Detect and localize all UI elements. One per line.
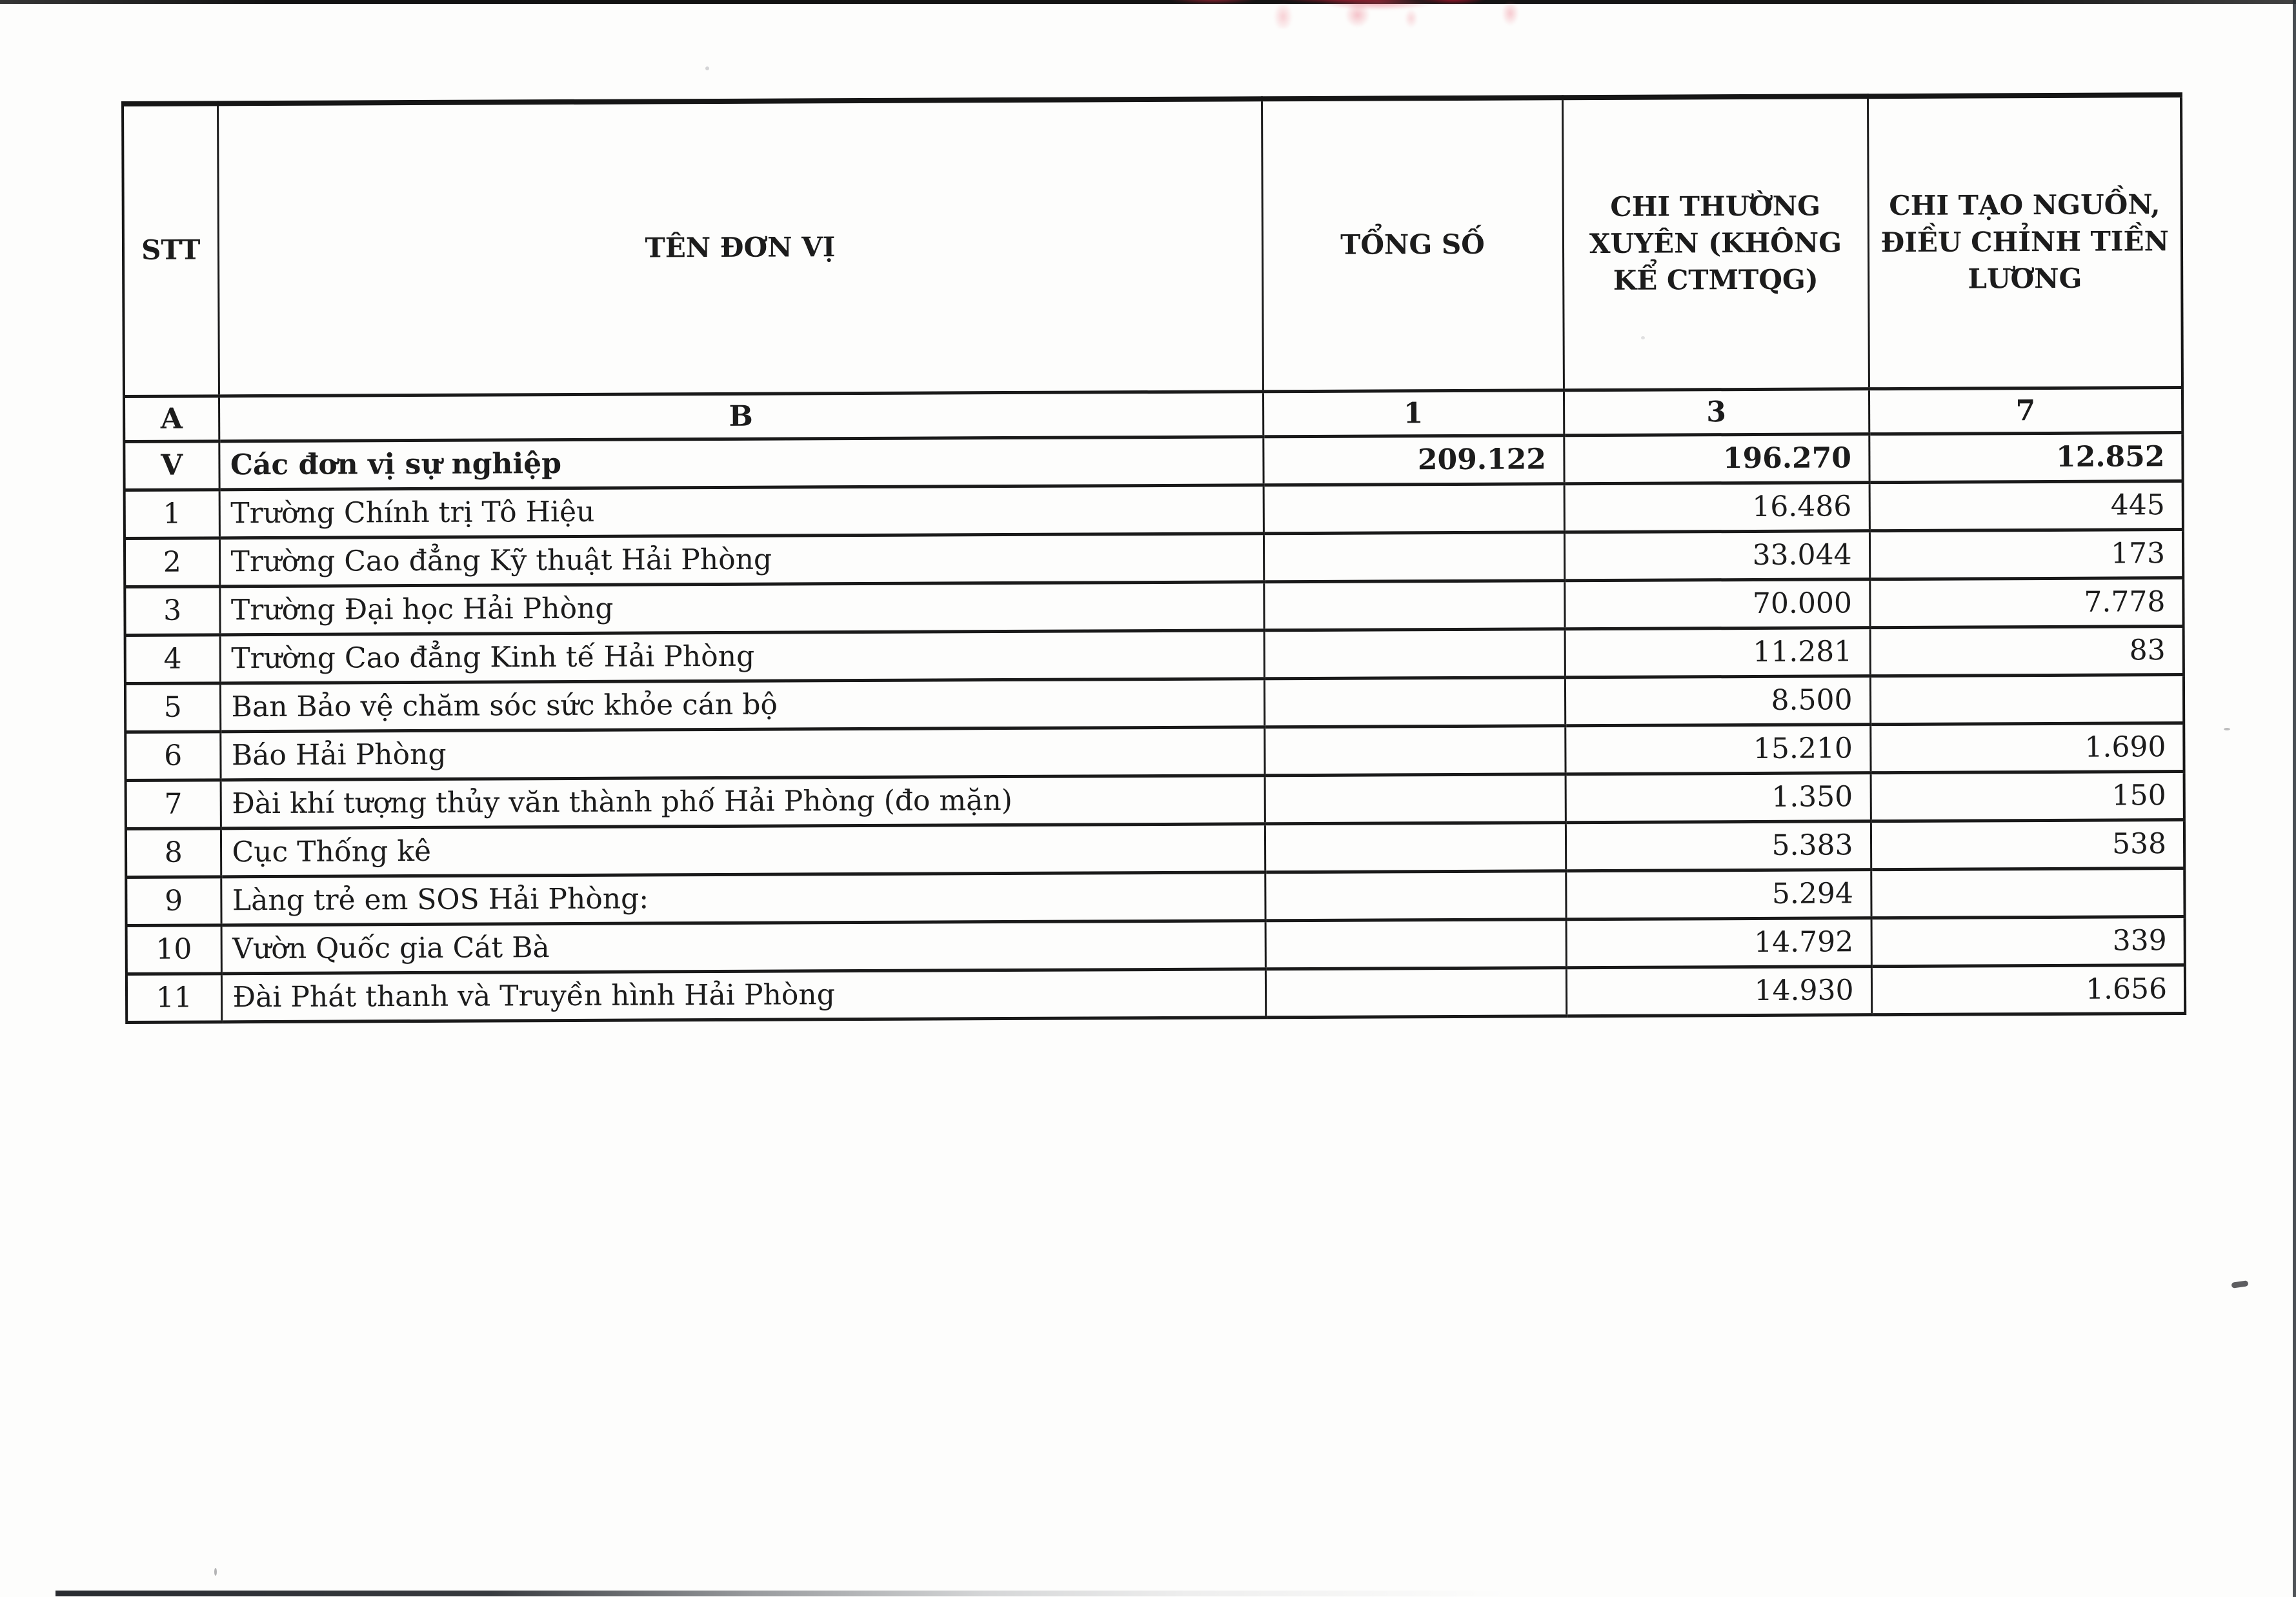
table-row (125, 529, 2183, 587)
scan-speck (2231, 1280, 2249, 1289)
regular-spend-cell: 5.294 (1566, 869, 1871, 919)
row-number-cell: 6 (125, 731, 220, 780)
total-cell (1264, 628, 1565, 678)
table-row (125, 481, 2183, 538)
row-number-cell: 9 (126, 876, 221, 925)
unit-name-cell: Cục Thống kê (221, 823, 1265, 876)
unit-name-cell: Ban Bảo vệ chăm sóc sức khỏe cán bộ (220, 678, 1264, 731)
table-row (126, 965, 2185, 1022)
total-cell (1265, 967, 1566, 1017)
salary-adjust-cell: 12.852 (1869, 432, 2182, 482)
unit-name-cell: Trường Cao đẳng Kinh tế Hải Phòng (220, 630, 1264, 683)
regular-spend-cell: 1.350 (1566, 772, 1871, 822)
scan-speck (2224, 728, 2230, 730)
total-cell (1264, 483, 1564, 533)
regular-spend-cell: 16.486 (1564, 482, 1869, 532)
table-row (126, 771, 2184, 829)
regular-spend-cell: 8.500 (1565, 676, 1870, 725)
regular-spend-cell: 196.270 (1564, 434, 1869, 483)
code-cell-7: 7 (1869, 387, 2182, 434)
unit-name-cell: Trường Đại học Hải Phòng (219, 581, 1264, 634)
budget-table-wrap (121, 92, 2184, 1023)
table-row (125, 674, 2184, 732)
total-cell (1265, 822, 1566, 872)
table-body (124, 432, 2185, 1022)
code-cell-1: 1 (1263, 390, 1564, 436)
unit-name-cell: Trường Cao đẳng Kỹ thuật Hải Phòng (219, 533, 1264, 586)
regular-spend-cell: 33.044 (1564, 530, 1869, 580)
table-row (125, 723, 2184, 780)
col-header-stt: STT (123, 103, 219, 396)
salary-adjust-cell: 1.656 (1871, 965, 2185, 1014)
row-number-cell: 10 (126, 925, 221, 974)
table-row (124, 432, 2182, 490)
col-header-chi-tao-nguon: CHI TẠO NGUỒN, ĐIỀU CHỈNH TIỀN LƯƠNG (1868, 95, 2182, 388)
code-cell-a: A (124, 396, 219, 441)
col-header-chi-thuong-xuyen: CHI THƯỜNG XUYÊN (KHÔNG KỂ CTMTQG) (1562, 96, 1869, 390)
table-header-row (123, 95, 2182, 396)
scan-speck (705, 66, 709, 70)
table-row (125, 626, 2184, 683)
row-number-cell: 11 (126, 973, 221, 1022)
row-number-cell: 7 (126, 779, 221, 829)
table-row (125, 578, 2183, 635)
total-cell (1264, 725, 1565, 775)
table-row (126, 868, 2184, 925)
salary-adjust-cell: 538 (1871, 819, 2184, 869)
unit-name-cell: Đài khí tượng thủy văn thành phố Hải Phòng (đo mặn) (221, 775, 1265, 828)
col-header-tong-so: TỔNG SỐ (1262, 97, 1564, 391)
code-cell-b: B (219, 391, 1263, 441)
scan-edge-top (0, 0, 2296, 4)
regular-spend-cell: 70.000 (1564, 579, 1869, 628)
unit-name-cell: Vườn Quốc gia Cát Bà (221, 920, 1265, 973)
total-cell (1265, 774, 1566, 823)
total-cell (1264, 532, 1564, 581)
unit-name-cell: Trường Chính trị Tô Hiệu (219, 485, 1264, 537)
salary-adjust-cell: 7.778 (1869, 578, 2183, 627)
regular-spend-cell: 11.281 (1565, 627, 1870, 677)
table-row (126, 819, 2184, 877)
scan-edge-bottom (55, 1591, 1507, 1596)
scan-speck (214, 1568, 217, 1576)
scan-edge-right (2293, 0, 2296, 1597)
total-cell (1265, 870, 1566, 920)
salary-adjust-cell: 1.690 (1870, 723, 2184, 772)
salary-adjust-cell: 445 (1869, 481, 2183, 530)
regular-spend-cell: 14.792 (1566, 918, 1871, 967)
salary-adjust-cell: 150 (1871, 771, 2184, 821)
regular-spend-cell: 5.383 (1566, 821, 1871, 870)
row-number-cell: 2 (125, 537, 219, 587)
row-number-cell: 4 (125, 634, 220, 683)
salary-adjust-cell (1871, 868, 2184, 918)
unit-name-cell: Các đơn vị sự nghiệp (219, 436, 1263, 489)
red-ink-smudge (1155, 0, 1568, 28)
row-number-cell: V (124, 441, 219, 490)
col-header-ten-don-vi: TÊN ĐƠN VỊ (217, 99, 1263, 396)
total-cell (1264, 580, 1564, 630)
total-cell (1265, 919, 1566, 969)
salary-adjust-cell (1870, 674, 2184, 724)
unit-name-cell: Đài Phát thanh và Truyền hình Hải Phòng (221, 969, 1265, 1021)
unit-name-cell: Làng trẻ em SOS Hải Phòng: (221, 872, 1265, 925)
row-number-cell: 5 (125, 683, 220, 732)
code-cell-3: 3 (1564, 388, 1869, 435)
regular-spend-cell: 14.930 (1566, 966, 1871, 1016)
regular-spend-cell: 15.210 (1565, 724, 1870, 774)
total-cell (1264, 677, 1565, 727)
salary-adjust-cell: 339 (1871, 916, 2185, 966)
row-number-cell: 1 (125, 489, 219, 538)
table-row (126, 916, 2185, 974)
budget-table (121, 92, 2186, 1023)
row-number-cell: 8 (126, 828, 221, 877)
total-cell: 209.122 (1263, 435, 1564, 485)
salary-adjust-cell: 173 (1869, 529, 2183, 579)
row-number-cell: 3 (125, 586, 219, 635)
salary-adjust-cell: 83 (1870, 626, 2184, 676)
unit-name-cell: Báo Hải Phòng (220, 727, 1264, 779)
